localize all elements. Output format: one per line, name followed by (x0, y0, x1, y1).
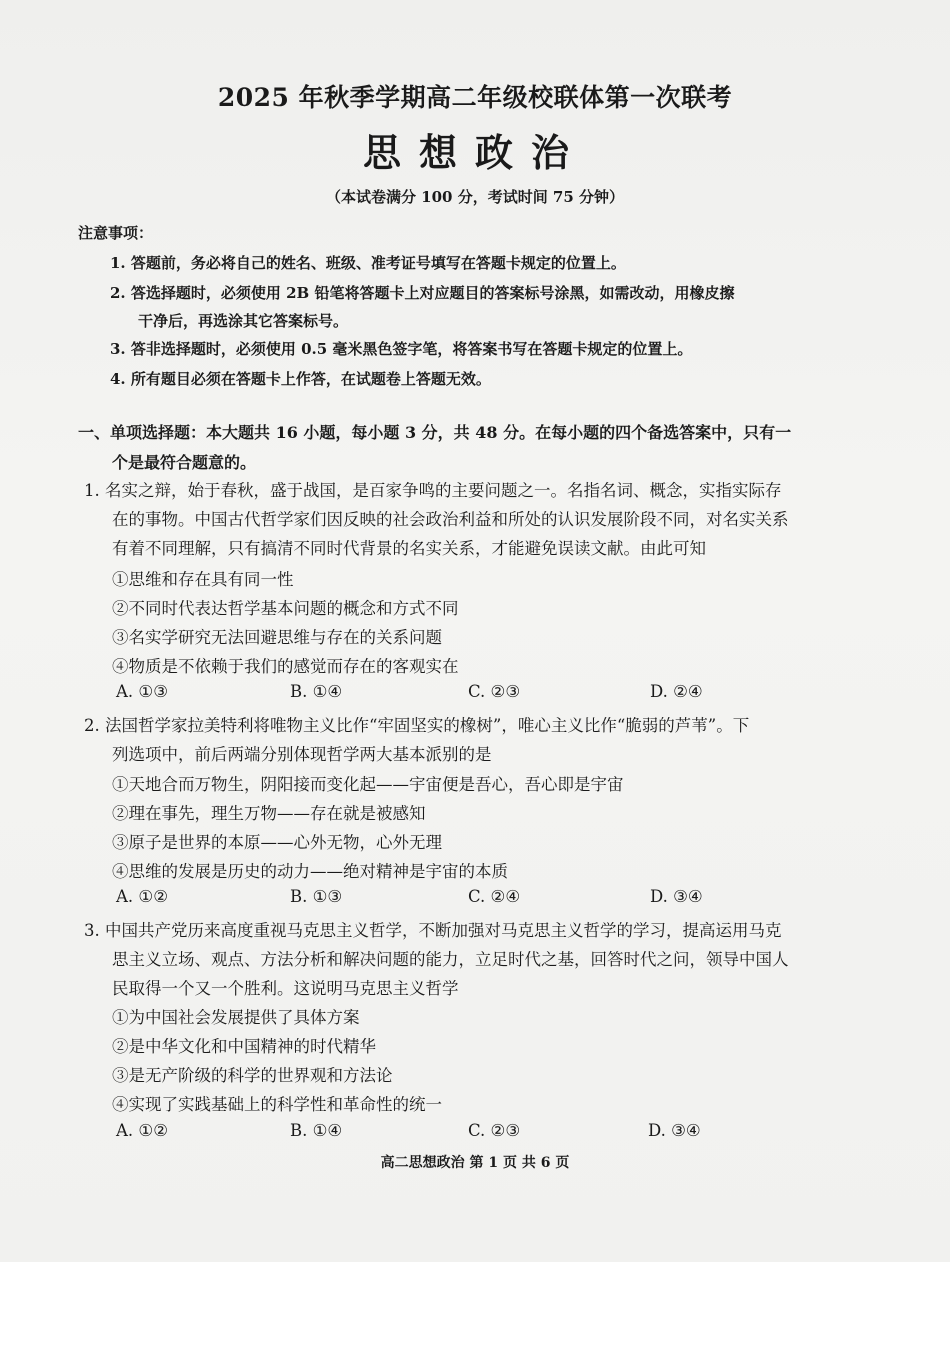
question-2-statement-1: ①天地合而万物生，阴阳接而变化起——宇宙便是吾心，吾心即是宇宙 (112, 775, 624, 794)
notice-item-2-cont: 干净后，再选涂其它答案标号。 (138, 312, 349, 330)
exam-info: （本试卷满分 100 分，考试时间 75 分钟） (325, 188, 625, 206)
question-2-statement-2: ②理在事先，理生万物——存在就是被感知 (112, 804, 426, 823)
question-3-choice-c: C. ②③ (468, 1121, 521, 1140)
question-3-choice-a: A. ①② (116, 1121, 168, 1140)
question-3-choice-b: B. ①④ (290, 1121, 343, 1140)
question-1-choice-c: C. ②③ (468, 682, 521, 701)
notice-heading: 注意事项： (78, 224, 154, 242)
question-3-statement-3: ③是无产阶级的科学的世界观和方法论 (112, 1066, 393, 1085)
question-2-statement-3: ③原子是世界的本原——心外无物，心外无理 (112, 833, 442, 852)
question-3-statement-2: ②是中华文化和中国精神的时代精华 (112, 1037, 376, 1056)
question-2-choice-b: B. ①③ (290, 887, 343, 906)
notice-item-3: 3. 答非选择题时，必须使用 0.5 毫米黑色签字笔，将答案书写在答题卡规定的位置上。 (110, 340, 693, 358)
question-1-statement-1: ①思维和存在具有同一性 (112, 570, 294, 589)
question-3-line-2: 思主义立场、观点、方法分析和解决问题的能力，立足时代之基，回答时代之问，领导中国人 (112, 950, 789, 969)
exam-title: 2025 年秋季学期高二年级校联体第一次联考 (217, 83, 733, 112)
question-2-line-1: 2. 法国哲学家拉美特利将唯物主义比作“牢固坚实的橡树”，唯心主义比作“脆弱的芦苇”。下 (84, 716, 750, 735)
question-1-statement-4: ④物质是不依赖于我们的感觉而存在的客观实在 (112, 657, 459, 676)
question-3-line-1: 3. 中国共产党历来高度重视马克思主义哲学，不断加强对马克思主义哲学的学习，提高运用马克 (84, 921, 782, 940)
question-2-choice-d: D. ③④ (650, 887, 703, 906)
question-3-statement-1: ①为中国社会发展提供了具体方案 (112, 1008, 360, 1027)
section-heading: 一、单项选择题：本大题共 16 小题，每小题 3 分，共 48 分。在每小题的四个备选答案中，只有一 (78, 423, 792, 442)
question-3-line-3: 民取得一个又一个胜利。这说明马克思主义哲学 (112, 979, 459, 998)
question-2-statement-4: ④思维的发展是历史的动力——绝对精神是宇宙的本质 (112, 862, 508, 881)
notice-item-1: 1. 答题前，务必将自己的姓名、班级、准考证号填写在答题卡规定的位置上。 (110, 254, 626, 272)
question-3-statement-4: ④实现了实践基础上的科学性和革命性的统一 (112, 1095, 442, 1114)
subject-title: 思想政治 (362, 130, 587, 175)
section-heading-cont: 个是最符合题意的。 (112, 453, 257, 472)
question-1-line-1: 1. 名实之辩，始于春秋，盛于战国，是百家争鸣的主要问题之一。名指名词、概念，实指实际存 (84, 481, 782, 500)
question-2-choice-a: A. ①② (116, 887, 168, 906)
question-1-statement-3: ③名实学研究无法回避思维与存在的关系问题 (112, 628, 442, 647)
notice-item-4: 4. 所有题目必须在答题卡上作答，在试题卷上答题无效。 (110, 370, 491, 388)
question-1-choice-a: A. ①③ (116, 682, 168, 701)
question-1-choice-b: B. ①④ (290, 682, 343, 701)
question-2-line-2: 列选项中，前后两端分别体现哲学两大基本派别的是 (112, 745, 492, 764)
question-1-line-3: 有着不同理解，只有搞清不同时代背景的名实关系，才能避免误读文献。由此可知 (112, 539, 706, 558)
question-1-choice-d: D. ②④ (650, 682, 703, 701)
notice-item-2: 2. 答选择题时，必须使用 2B 铅笔将答题卡上对应题目的答案标号涂黑，如需改动，用橡皮擦 (110, 284, 735, 302)
question-2-choice-c: C. ②④ (468, 887, 521, 906)
question-1-line-2: 在的事物。中国古代哲学家们因反映的社会政治利益和所处的认识发展阶段不同，对名实关系 (112, 510, 789, 529)
question-3-choice-d: D. ③④ (648, 1121, 701, 1140)
question-1-statement-2: ②不同时代表达哲学基本问题的概念和方式不同 (112, 599, 459, 618)
page-footer: 高二思想政治 第 1 页 共 6 页 (380, 1155, 570, 1171)
